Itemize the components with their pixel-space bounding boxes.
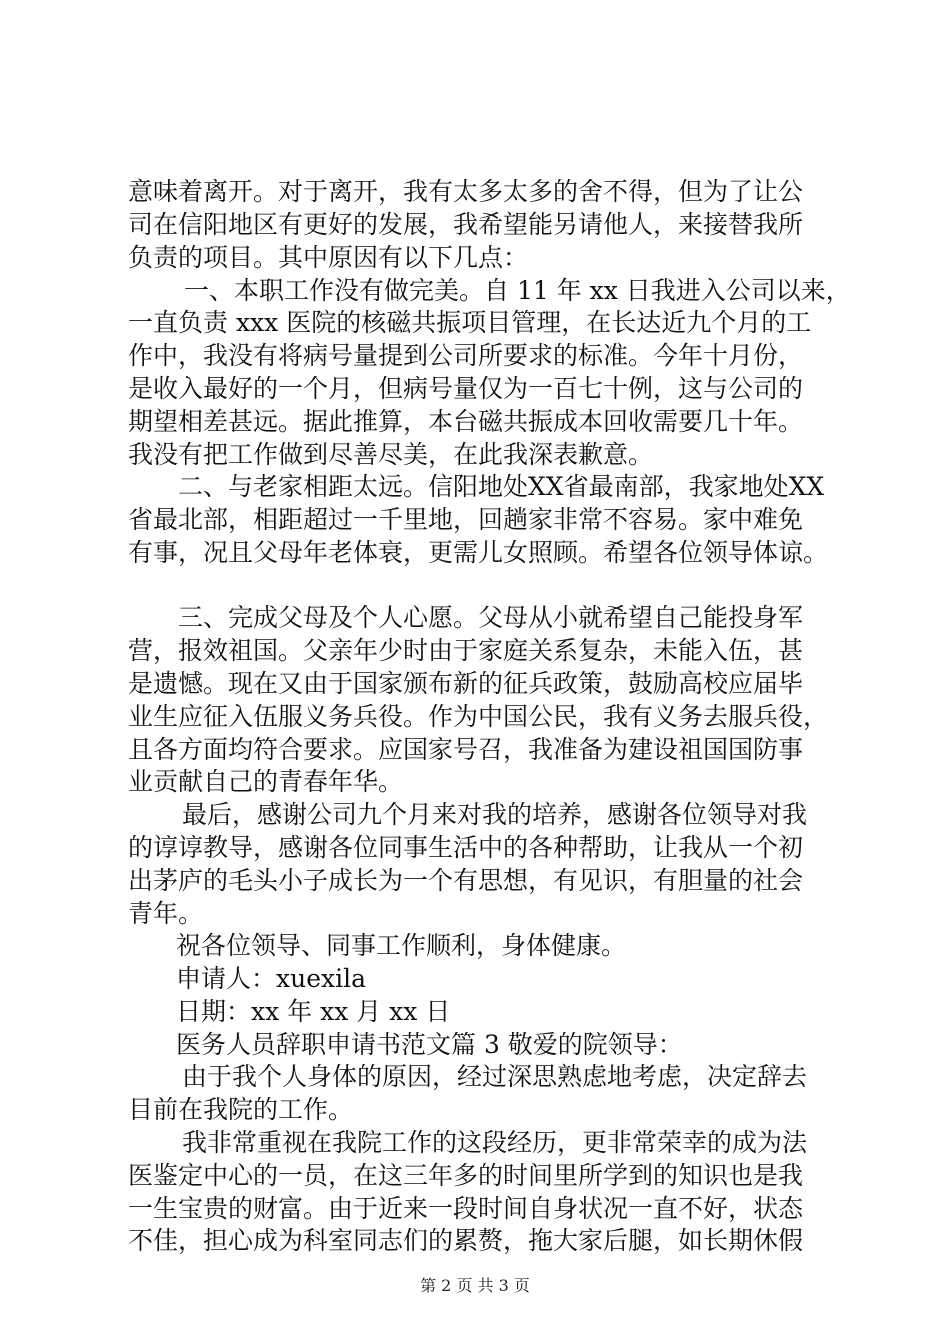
text-line: 我没有把工作做到尽善尽美，在此我深表歉意。: [128, 440, 654, 469]
text-line: 医鉴定中心的一员，在这三年多的时间里所学到的知识也是我: [128, 1161, 804, 1190]
text-line: 一、本职工作没有做完美。自 11 年 xx 日我进入公司以来，: [184, 276, 851, 305]
text-line: 是遗憾。现在又由于国家颁布新的征兵政策，鼓励高校应届毕: [128, 669, 804, 698]
text-line: 且各方面均符合要求。应国家号召，我准备为建设祖国国防事: [128, 735, 804, 764]
text-line: 医务人员辞职申请书范文篇 3 敬爱的院领导：: [176, 1030, 683, 1059]
text-line: 我非常重视在我院工作的这段经历，更非常荣幸的成为法: [182, 1128, 808, 1157]
text-line: 是收入最好的一个月，但病号量仅为一百七十例，这与公司的: [128, 374, 804, 403]
text-line: 业生应征入伍服义务兵役。作为中国公民，我有义务去服兵役，: [128, 702, 829, 731]
text-line: 日期：xx 年 xx 月 xx 日: [176, 997, 451, 1026]
text-line: 作中，我没有将病号量提到公司所要求的标准。今年十月份，: [128, 341, 804, 370]
text-line: 不佳，担心成为科室同志们的累赘，拖大家后腿，如长期休假: [128, 1226, 804, 1255]
text-line: 业贡献自己的青春年华。: [128, 767, 404, 796]
text-line: 最后，感谢公司九个月来对我的培养，感谢各位领导对我: [182, 800, 808, 829]
page-indicator: 第 2 页 共 3 页: [420, 1276, 530, 1295]
text-line: 一生宝贵的财富。由于近来一段时间自身状况一直不好，状态: [128, 1194, 804, 1223]
text-line: 出茅庐的毛头小子成长为一个有思想，有见识，有胆量的社会: [128, 866, 804, 895]
text-line: 期望相差甚远。据此推算，本台磁共振成本回收需要几十年。: [128, 407, 804, 436]
text-line: 的谆谆教导，感谢各位同事生活中的各种帮助，让我从一个初: [128, 833, 804, 862]
text-line: 青年。: [128, 899, 204, 928]
text-line: 三、完成父母及个人心愿。父母从小就希望自己能投身军: [178, 603, 804, 632]
text-line: 目前在我院的工作。: [128, 1095, 354, 1124]
text-line: 祝各位领导、同事工作顺利，身体健康。: [176, 931, 627, 960]
text-line: 申请人：xuexila: [176, 964, 366, 993]
text-line: 由于我个人身体的原因，经过深思熟虑地考虑，决定辞去: [182, 1062, 808, 1091]
text-line: 负责的项目。其中原因有以下几点：: [128, 243, 529, 272]
text-line: 有事，况且父母年老体衰，更需儿女照顾。希望各位领导体谅。: [128, 538, 829, 567]
text-line: 营，报效祖国。父亲年少时由于家庭关系复杂，未能入伍，甚: [128, 636, 804, 665]
text-line: 省最北部，相距超过一千里地，回趟家非常不容易。家中难免: [128, 505, 804, 534]
text-line: 二、与老家相距太远。信阳地处XX省最南部，我家地处XX: [178, 472, 825, 501]
text-line: 一直负责 xxx 医院的核磁共振项目管理，在长达近九个月的工: [128, 308, 812, 337]
text-line: 司在信阳地区有更好的发展，我希望能另请他人，来接替我所: [128, 210, 804, 239]
text-line: 意味着离开。对于离开，我有太多太多的舍不得，但为了让公: [128, 177, 804, 206]
